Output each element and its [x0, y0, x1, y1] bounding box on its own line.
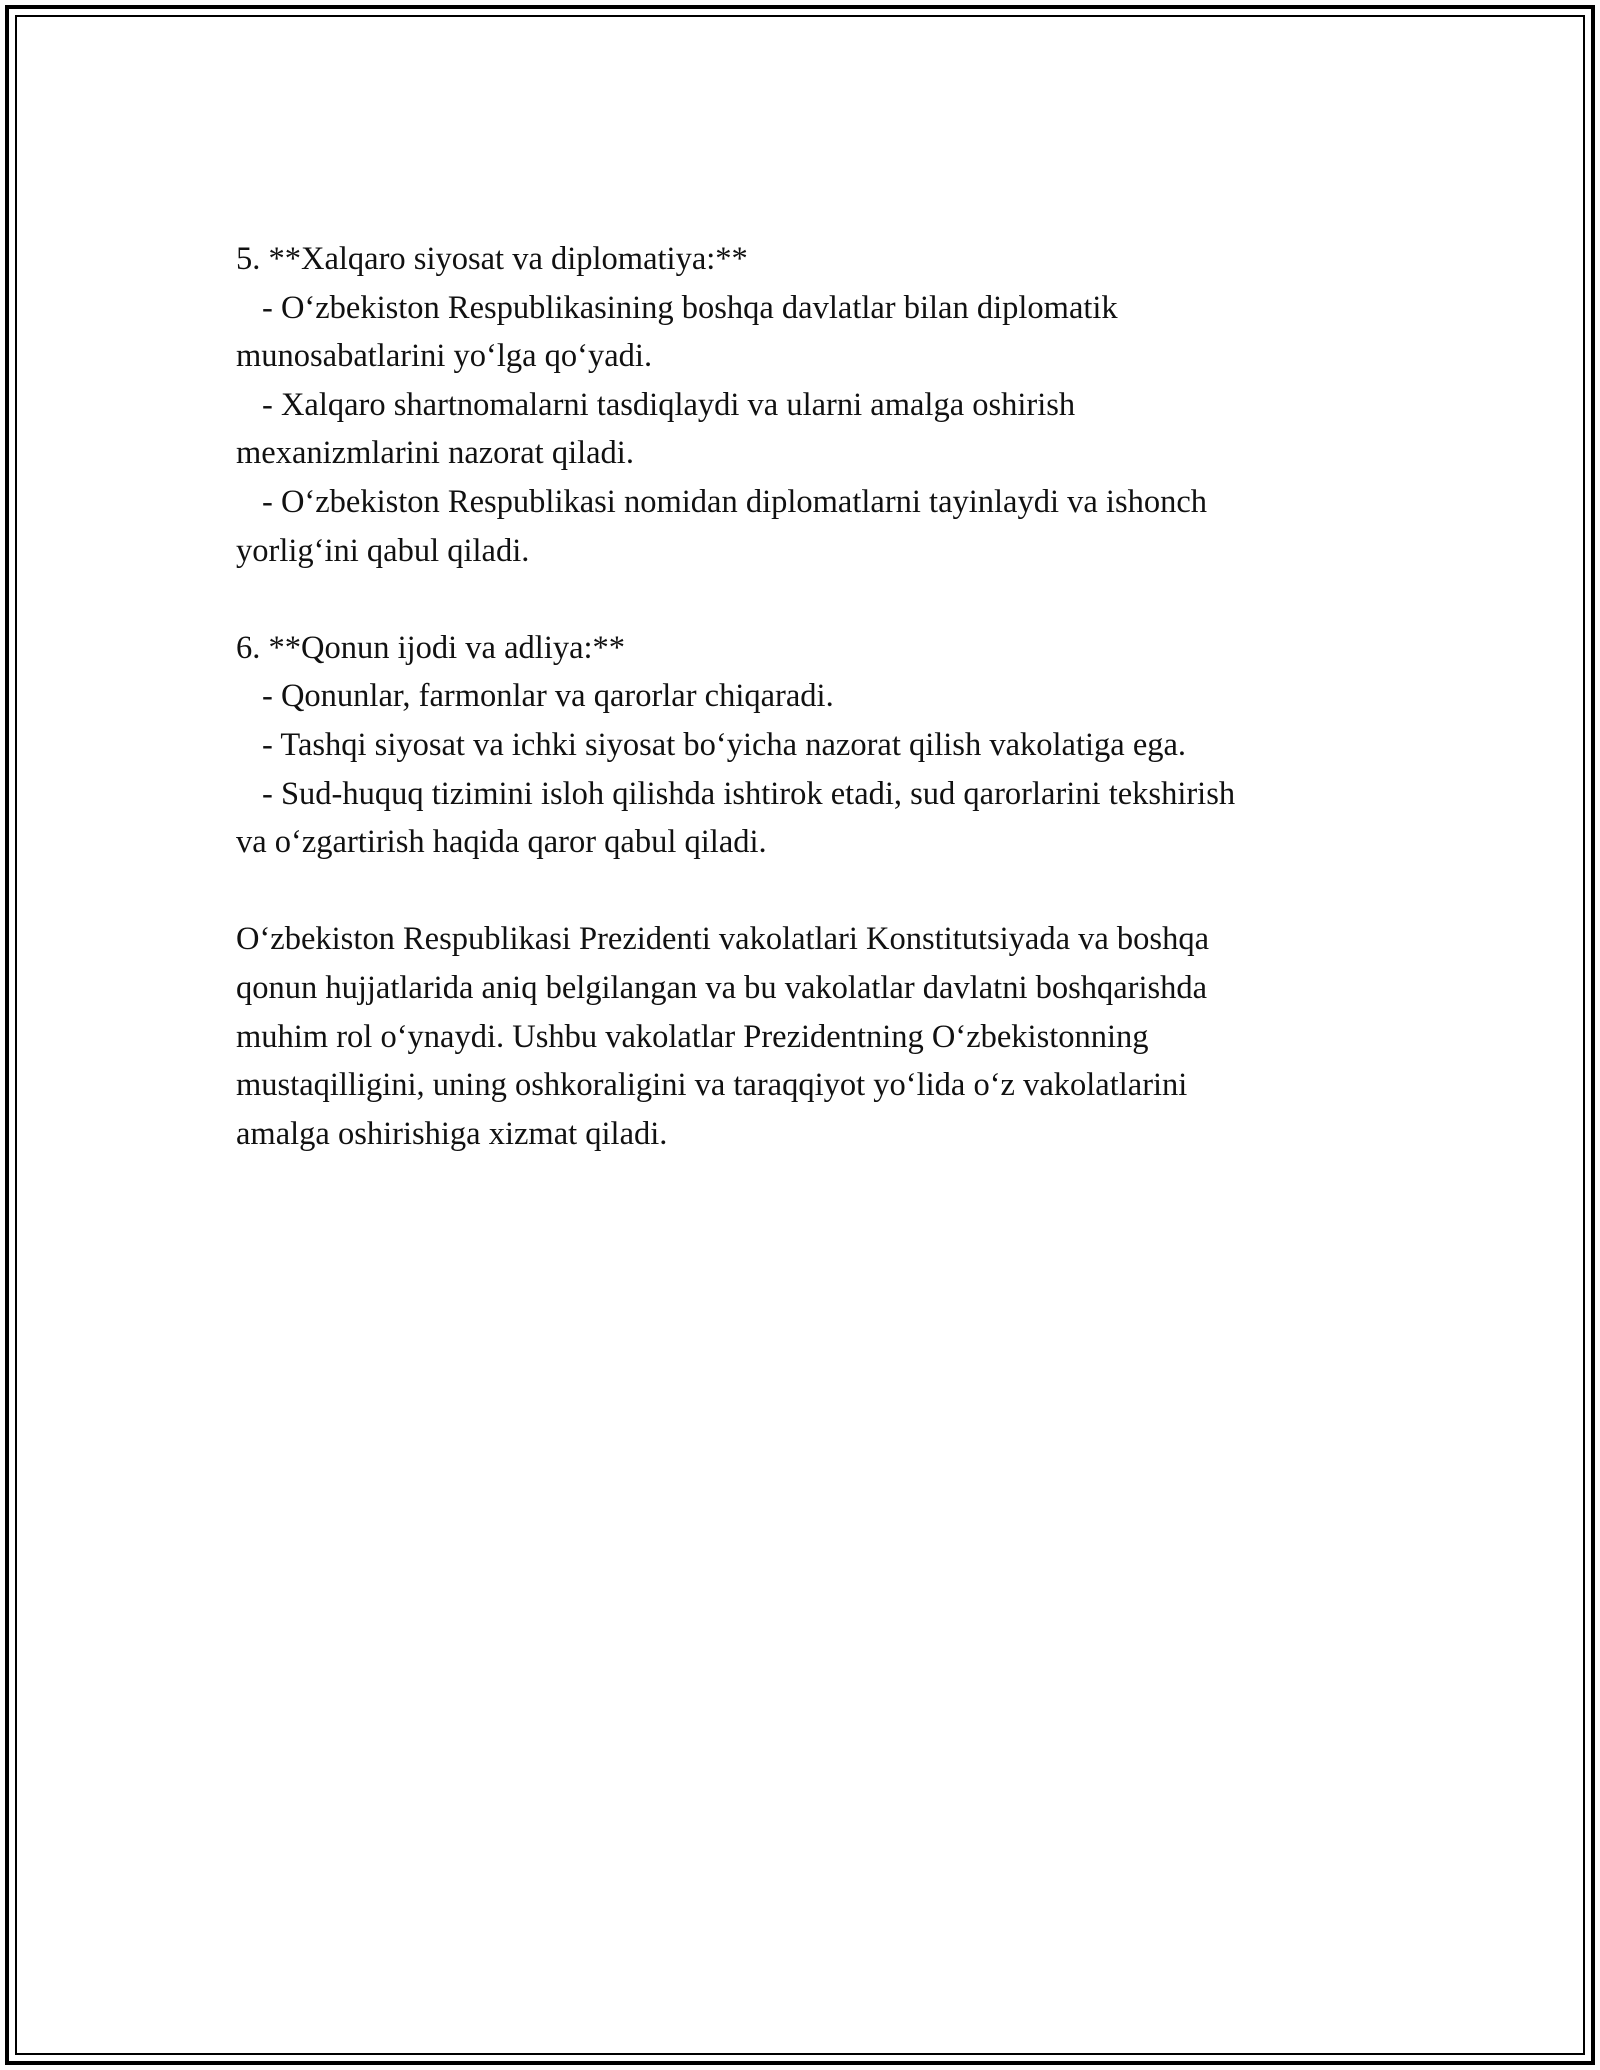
list-item-line: munosabatlarini yo‘lga qo‘yadi.: [236, 338, 653, 375]
list-item-line: mexanizmlarini nazorat qiladi.: [236, 435, 634, 472]
list-item-line: - Tashqi siyosat va ichki siyosat bo‘yicha nazorat qilish vakolatiga ega.: [262, 726, 1187, 763]
paragraph-line: amalga oshirishiga xizmat qiladi.: [236, 1115, 668, 1152]
conclusion-paragraph: [236, 915, 1396, 1158]
paragraph-spacer: [236, 575, 1396, 624]
paragraph-line: qonun hujjatlarida aniq belgilangan va bu vakolatlar davlatni boshqarishda: [236, 969, 1208, 1006]
list-item-line: - Sud-huquq tizimini isloh qilishda ishtirok etadi, sud qarorlarini tekshirish: [262, 775, 1236, 812]
list-item-line: yorlig‘ini qabul qiladi.: [236, 532, 530, 569]
paragraph-line: muhim rol o‘ynaydi. Ushbu vakolatlar Prezidentning O‘zbekistonning: [236, 1018, 1149, 1055]
paragraph-spacer: [236, 867, 1396, 916]
section-6: [236, 624, 1396, 867]
section-heading: 6. **Qonun ijodi va adliya:**: [236, 629, 626, 666]
list-item-line: - Qonunlar, farmonlar va qarorlar chiqaradi.: [262, 678, 834, 715]
document-body: [236, 235, 1396, 1158]
section-5: [236, 235, 1396, 575]
section-heading: 5. **Xalqaro siyosat va diplomatiya:**: [236, 241, 748, 277]
list-item-line: - O‘zbekiston Respublikasining boshqa davlatlar bilan diplomatik: [262, 289, 1118, 326]
list-item-line: - Xalqaro shartnomalarni tasdiqlaydi va ularni amalga oshirish: [262, 386, 1076, 423]
list-item-line: va o‘zgartirish haqida qaror qabul qiladi.: [236, 824, 767, 861]
paragraph-line: mustaqilligini, uning oshkoraligini va taraqqiyot yo‘lida o‘z vakolatlarini: [236, 1067, 1188, 1104]
paragraph-line: O‘zbekiston Respublikasi Prezidenti vakolatlari Konstitutsiyada va boshqa: [236, 921, 1210, 958]
list-item-line: - O‘zbekiston Respublikasi nomidan diplomatlarni tayinlaydi va ishonch: [262, 483, 1208, 520]
